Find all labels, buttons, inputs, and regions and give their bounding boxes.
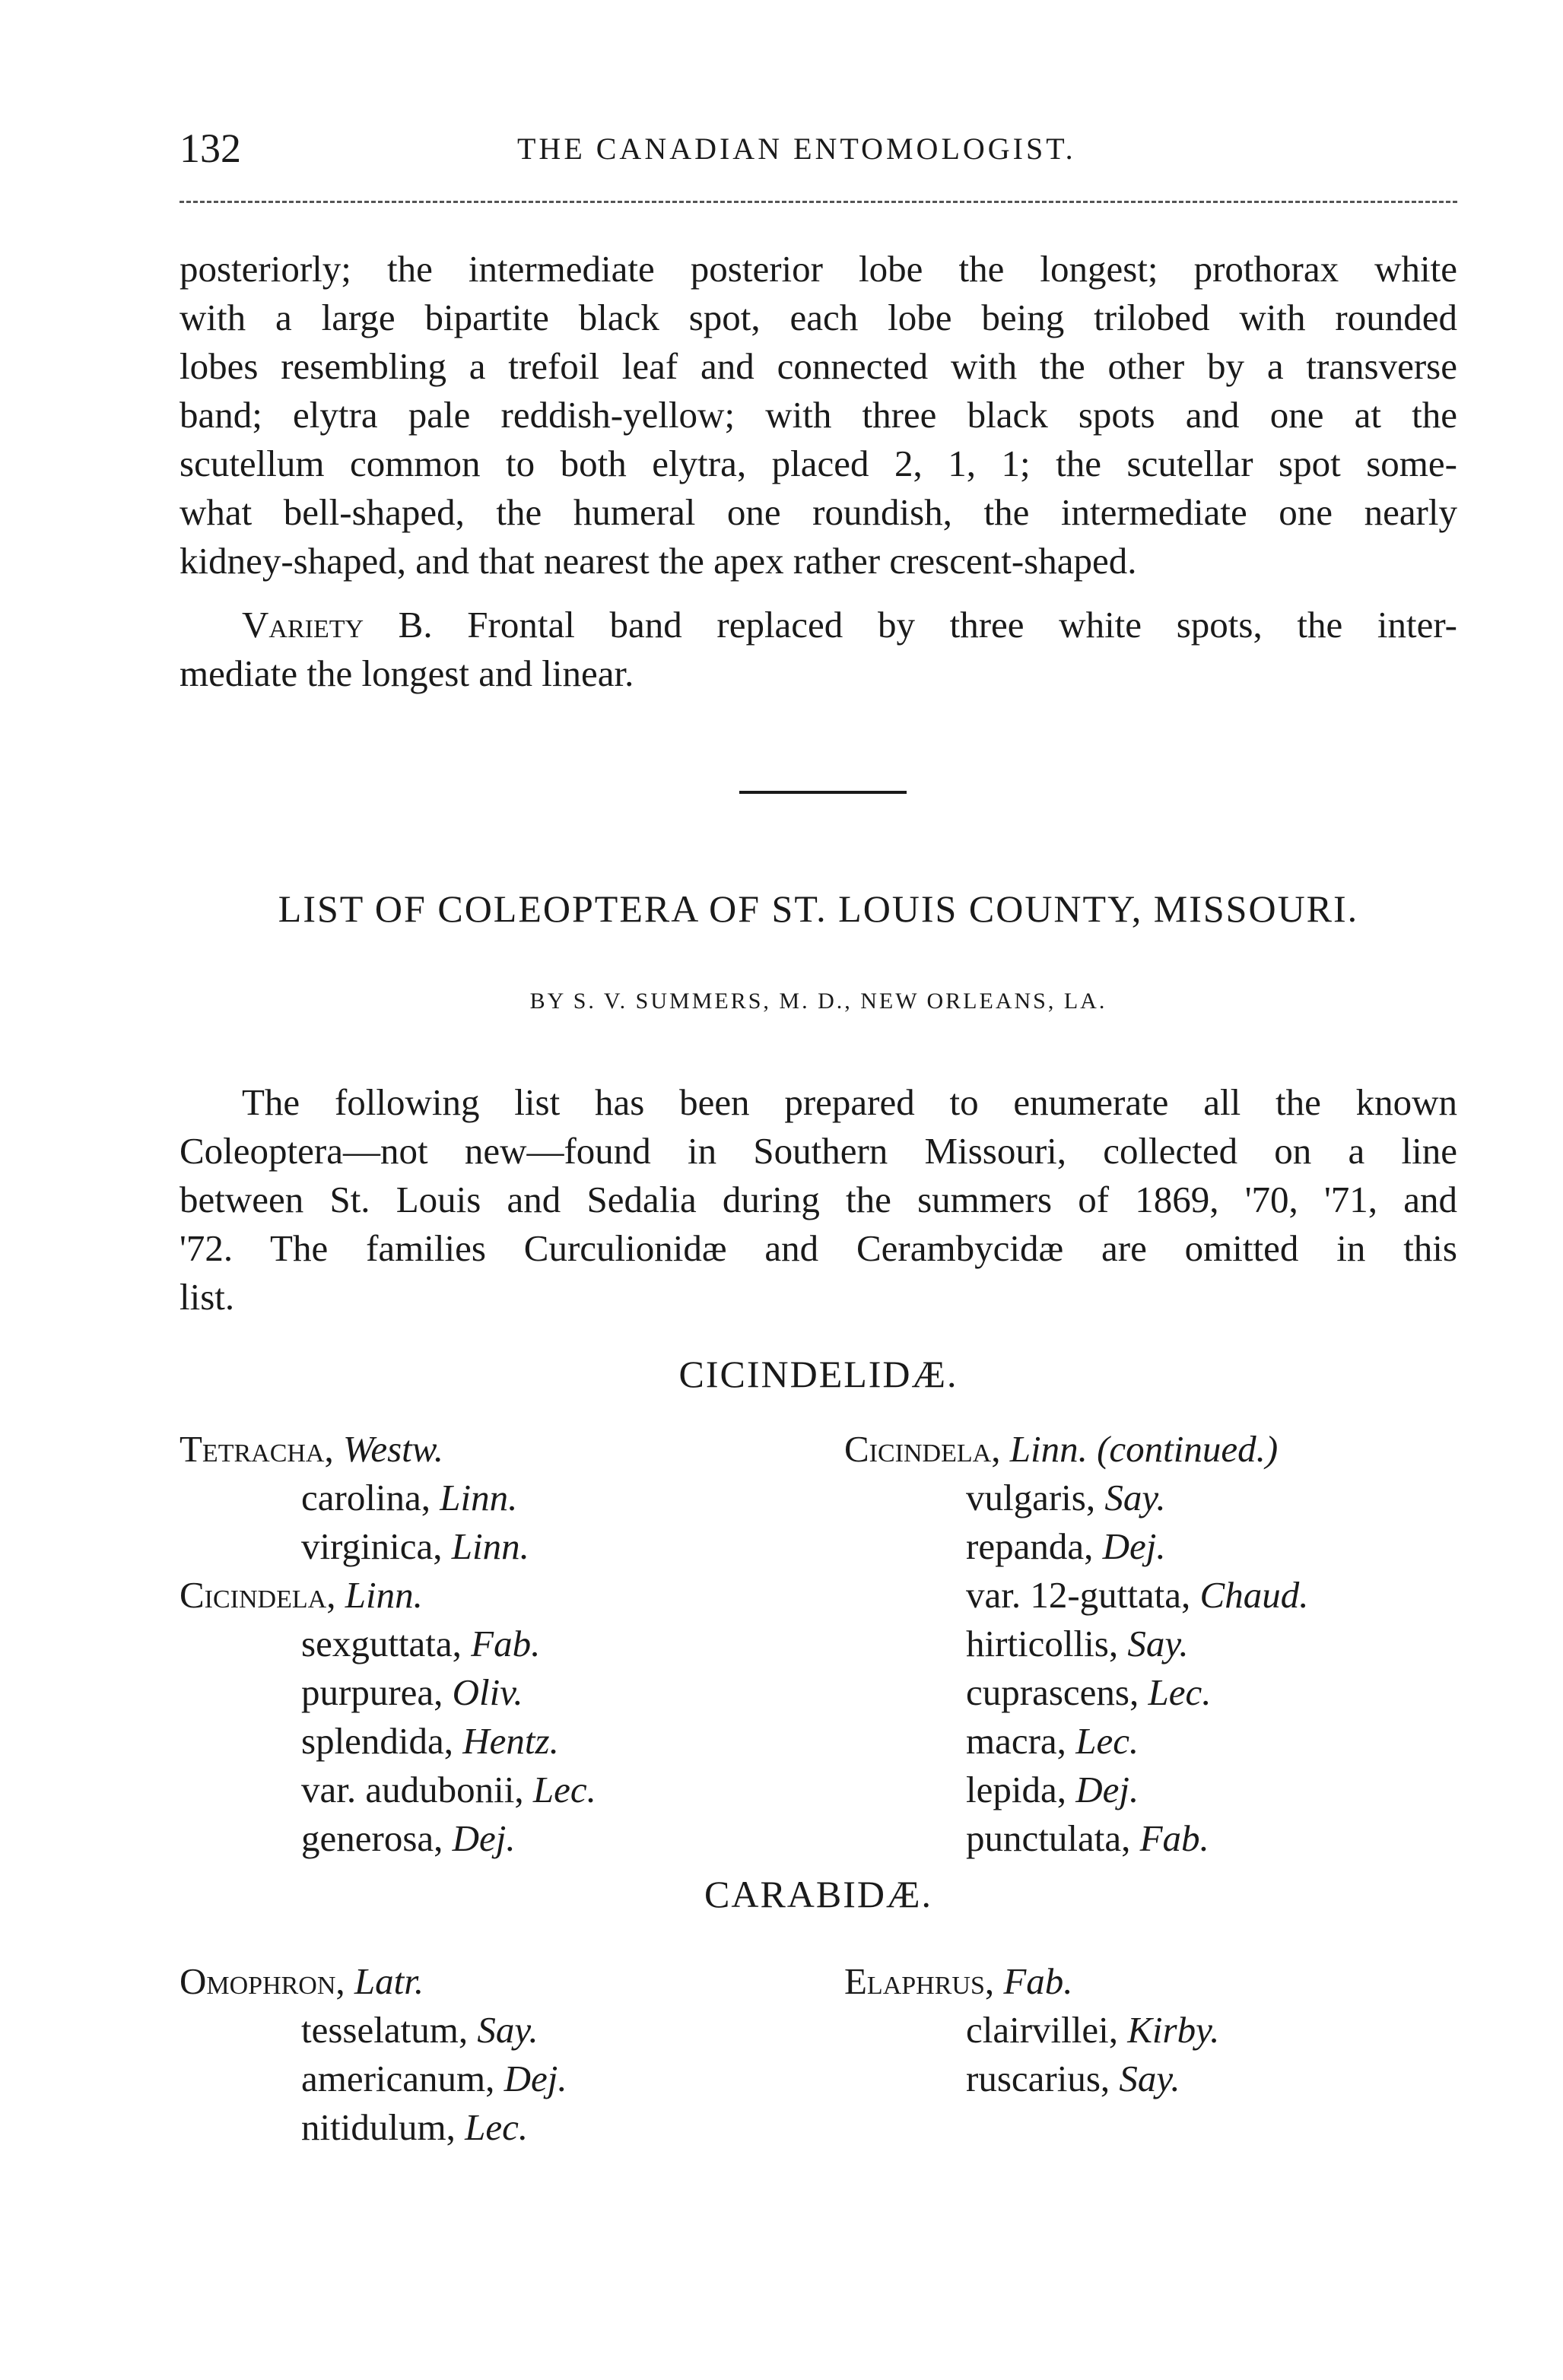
species-entry (844, 2055, 1219, 2103)
family-heading-carabidae: CARABIDÆ. (704, 1873, 932, 1915)
species-entry (179, 1474, 596, 1522)
species-entry (844, 1571, 1308, 1620)
species-name: splendida, (301, 1720, 454, 1762)
author-abbrev: Dej. (452, 1817, 516, 1859)
author-abbrev: Chaud. (1199, 1574, 1309, 1616)
running-title: THE CANADIAN ENTOMOLOGIST. (517, 132, 1076, 166)
species-entry (844, 1814, 1308, 1863)
author-abbrev: Say. (1119, 2058, 1180, 2099)
genus-entry (179, 1957, 567, 2006)
genus-name: Tetracha, (179, 1428, 334, 1470)
author-abbrev: Say. (1127, 1623, 1189, 1664)
species-name: var. audubonii, (301, 1769, 524, 1810)
species-entry (179, 1717, 596, 1766)
species-entry (844, 1668, 1308, 1717)
variety-line-1 (242, 601, 1457, 649)
species-name: carolina, (301, 1477, 431, 1518)
continuation-line-5: scutellum common to both elytra, placed 2, 1, 1; the scutellar spot some- (179, 443, 1457, 484)
author-abbrev: Lec. (532, 1769, 596, 1810)
species-name: americanum, (301, 2058, 495, 2099)
species-name: clairvillei, (966, 2009, 1118, 2051)
species-name: generosa, (301, 1817, 443, 1859)
species-entry (844, 1766, 1308, 1814)
carabidae-right-column (844, 1957, 1219, 2103)
continuation-line-7: kidney-shaped, and that nearest the apex rather crescent-shaped. (179, 540, 1137, 582)
species-entry (844, 1717, 1308, 1766)
species-name: virginica, (301, 1525, 443, 1567)
author-abbrev: Oliv. (452, 1671, 523, 1713)
species-name: var. 12-guttata, (966, 1574, 1191, 1616)
species-name: repanda, (966, 1525, 1094, 1567)
species-entry (179, 2006, 567, 2055)
species-entry (179, 2055, 567, 2103)
author-abbrev: Say. (1104, 1477, 1166, 1518)
species-entry (179, 1620, 596, 1668)
species-entry (844, 1474, 1308, 1522)
genus-entry (179, 1571, 596, 1620)
article-byline: BY S. V. SUMMERS, M. D., NEW ORLEANS, LA. (529, 988, 1107, 1014)
species-entry (179, 1814, 596, 1863)
species-entry (844, 1620, 1308, 1668)
intro-line-5: list. (179, 1276, 235, 1318)
genus-name: Cicindela, (179, 1574, 336, 1616)
genus-name: Omophron, (179, 1960, 345, 2002)
species-name: hirticollis, (966, 1623, 1119, 1664)
species-entry (844, 2006, 1219, 2055)
author-abbrev: Linn. (345, 1574, 423, 1616)
continuation-line-2: with a large bipartite black spot, each lobe being trilobed with rounded (179, 297, 1457, 338)
intro-line-4: '72. The families Curculionidæ and Cerambycidæ are omitted in this (179, 1227, 1457, 1269)
family-heading-cicindelidae: CICINDELIDÆ. (678, 1353, 958, 1395)
section-rule (739, 791, 907, 794)
species-name: cuprascens, (966, 1671, 1139, 1713)
page-number: 132 (179, 125, 241, 171)
cicindelidae-left-column (179, 1425, 596, 1863)
author-abbrev: Westw. (343, 1428, 444, 1470)
genus-entry (179, 1425, 596, 1474)
continuation-line-3: lobes resembling a trefoil leaf and connected with the other by a transverse (179, 345, 1457, 387)
author-abbrev: Dej. (504, 2058, 567, 2099)
intro-line-2: Coleoptera—not new—found in Southern Missouri, collected on a line (179, 1130, 1457, 1172)
author-abbrev: Hentz. (462, 1720, 559, 1762)
species-entry (179, 1522, 596, 1571)
author-abbrev: Fab. (471, 1623, 541, 1664)
author-abbrev: Latr. (354, 1960, 424, 2002)
variety-text: Frontal band replaced by three white spots, the inter- (467, 604, 1457, 646)
header-rule (179, 201, 1457, 203)
species-name: lepida, (966, 1769, 1066, 1810)
author-abbrev: Linn. (440, 1477, 518, 1518)
author-abbrev: Lec. (465, 2106, 529, 2148)
species-name: nitidulum, (301, 2106, 456, 2148)
carabidae-left-column (179, 1957, 567, 2152)
species-entry (179, 2103, 567, 2152)
author-abbrev: Fab. (1139, 1817, 1209, 1859)
genus-entry (844, 1425, 1308, 1474)
author-abbrev: Linn. (1009, 1428, 1088, 1470)
variety-label: Variety B. (242, 604, 433, 646)
author-abbrev: Fab. (1003, 1960, 1073, 2002)
species-name: ruscarius, (966, 2058, 1110, 2099)
continuation-line-6: what bell-shaped, the humeral one roundish, the intermediate one nearly (179, 491, 1457, 533)
genus-name: Cicindela, (844, 1428, 1001, 1470)
intro-line-1: The following list has been prepared to enumerate all the known (242, 1081, 1457, 1123)
species-entry (844, 1522, 1308, 1571)
author-abbrev: Lec. (1148, 1671, 1212, 1713)
author-abbrev: Kirby. (1127, 2009, 1220, 2051)
article-title: LIST OF COLEOPTERA OF ST. LOUIS COUNTY, MISSOURI. (278, 887, 1359, 930)
species-name: macra, (966, 1720, 1066, 1762)
genus-name: Elaphrus, (844, 1960, 995, 2002)
continued-note: (continued.) (1097, 1428, 1279, 1470)
species-entry (179, 1668, 596, 1717)
author-abbrev: Dej. (1102, 1525, 1166, 1567)
author-abbrev: Lec. (1075, 1720, 1139, 1762)
continuation-line-1: posteriorly; the intermediate posterior lobe the longest; prothorax white (179, 248, 1457, 290)
author-abbrev: Say. (477, 2009, 538, 2051)
genus-entry (844, 1957, 1219, 2006)
species-name: purpurea, (301, 1671, 443, 1713)
species-entry (179, 1766, 596, 1814)
continuation-line-4: band; elytra pale reddish-yellow; with three black spots and one at the (179, 394, 1457, 436)
species-name: tesselatum, (301, 2009, 469, 2051)
cicindelidae-right-column (844, 1425, 1308, 1863)
species-name: sexguttata, (301, 1623, 462, 1664)
intro-line-3: between St. Louis and Sedalia during the summers of 1869, '70, '71, and (179, 1179, 1457, 1220)
author-abbrev: Linn. (451, 1525, 529, 1567)
author-abbrev: Dej. (1075, 1769, 1139, 1810)
species-name: punctulata, (966, 1817, 1131, 1859)
species-name: vulgaris, (966, 1477, 1096, 1518)
variety-line-2: mediate the longest and linear. (179, 652, 634, 694)
